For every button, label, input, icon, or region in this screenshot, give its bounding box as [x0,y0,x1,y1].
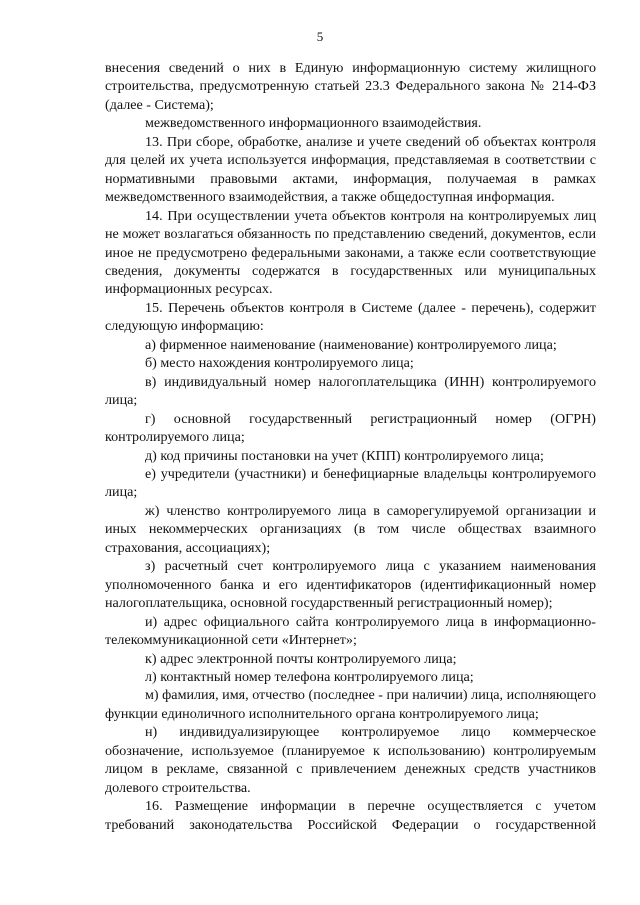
paragraph-15: 15. Перечень объектов контроля в Системе (далее - перечень), содержит следующую информацию: [105,299,596,335]
list-item-m: м) фамилия, имя, отчество (последнее - при наличии) лица, исполняющего функции единоличного исполнительного органа контролируемого лица; [105,687,596,722]
paragraph-13: 13. При сборе, обработке, анализе и учете сведений об объектах контроля для целей их учета используется информация, представляемая в соответствии с нормативными правовыми актами, информация, получаемая в рамках межведомственного взаимодействия, а также общедоступная информация. [105,133,596,206]
list-item-zh: ж) членство контролируемого лица в саморегулируемой организации и иных некоммерческих организациях (в том числе обществах взаимного страхования, ассоциациях); [105,502,596,556]
list-item-l: л) контактный номер телефона контролируемого лица; [145,668,474,685]
document-body [105,59,596,834]
list-item-g: г) основной государственный регистрационный номер (ОГРН) контролируемого лица; [105,410,596,446]
list-item-b: б) место нахождения контролируемого лица; [145,355,414,372]
list-item-e: е) учредители (участники) и бенефициарные владельцы контролируемого лица; [105,465,596,501]
list-item-d: д) код причины постановки на учет (КПП) контролируемого лица; [145,447,544,464]
list-item-v: в) индивидуальный номер налогоплательщика (ИНН) контролируемого лица; [105,373,596,409]
list-item-n: н) индивидуализирующее контролируемое лицо коммерческое обозначение, используемое (планируемое к использованию) контролируемым лицом в рекламе, связанной с привлечением денежных средств участников долевого строительства. [105,724,596,796]
page-number: 5 [316,29,324,44]
list-item-a: а) фирменное наименование (наименование) контролируемого лица; [145,336,557,353]
list-item-k: к) адрес электронной почты контролируемого лица; [145,650,457,667]
paragraph-continuation: внесения сведений о них в Единую информационную систему жилищного строительства, предусмотренную статьей 23.3 Федерального закона № 214-ФЗ (далее - Система); [105,60,596,113]
list-item-z: з) расчетный счет контролируемого лица с указанием наименования уполномоченного банка и его идентификаторов (идентификационный номер налогоплательщика, основной государственный регистрационный номер); [105,558,596,612]
paragraph-14: 14. При осуществлении учета объектов контроля на контролируемых лиц не может возлагаться обязанность по представлению сведений, документов, если иное не предусмотрено федеральными законами, а также если соответствующие сведения, документы содержатся в государственных или муниципальных информационных ресурсах. [105,207,596,298]
paragraph-continuation-end: межведомственного информационного взаимодействия. [145,115,482,132]
list-item-i: и) адрес официального сайта контролируемого лица в информационно-телекоммуникационной сети «Интернет»; [105,613,596,649]
paragraph-16: 16. Размещение информации в перечне осуществляется с учетом требований законодательства Российской Федерации о государственной [105,798,596,833]
